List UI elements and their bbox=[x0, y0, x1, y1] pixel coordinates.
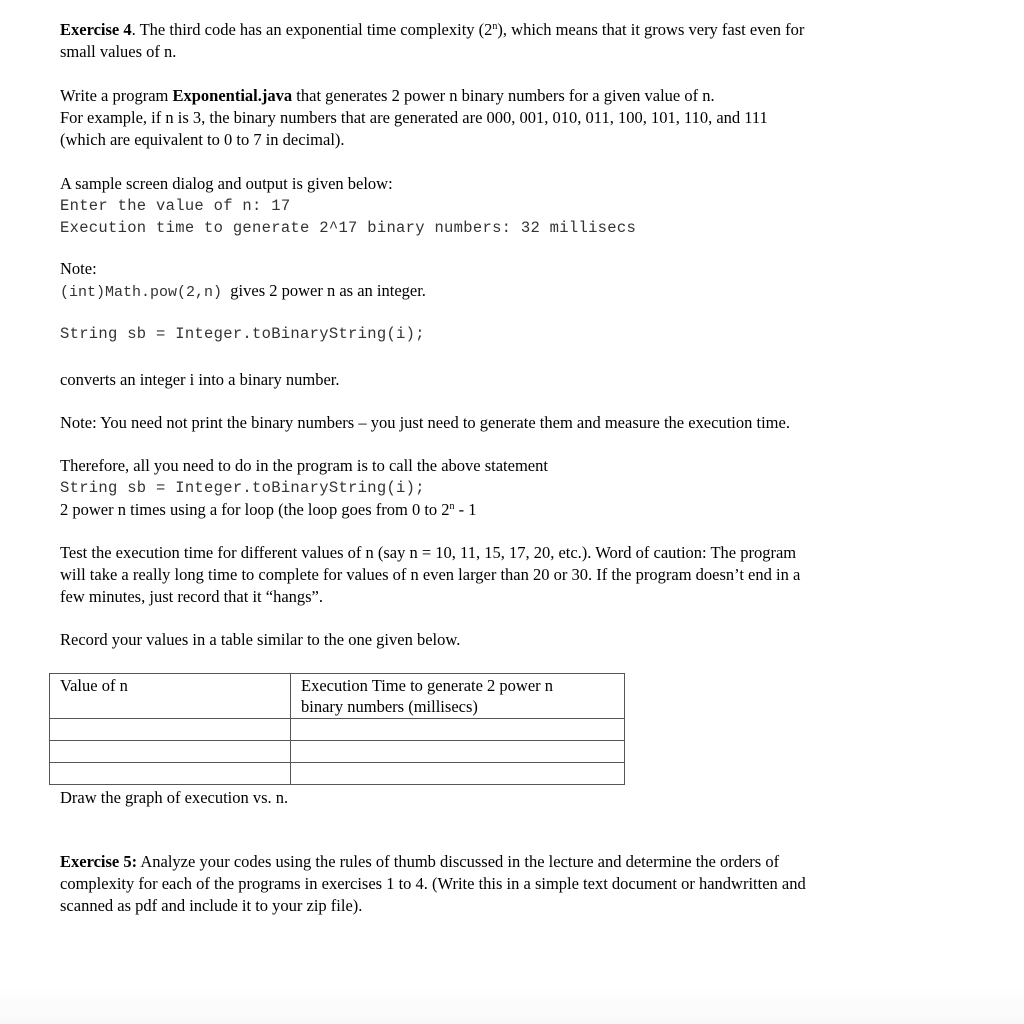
table-header-row bbox=[50, 674, 625, 719]
note-pow bbox=[60, 258, 940, 304]
table-cell-time bbox=[291, 763, 625, 785]
task-description bbox=[60, 85, 940, 151]
note-no-print: Note: You need not print the binary numbers – you just need to generate them and measure the execution time. bbox=[60, 413, 790, 432]
note-pow-line: (int)Math.pow(2,n) gives 2 power n as an integer. bbox=[60, 281, 426, 301]
task-line-3: (which are equivalent to 0 to 7 in decimal). bbox=[60, 130, 345, 149]
exercise-5-line-3: scanned as pdf and include it to your zip file). bbox=[60, 896, 363, 915]
table-cell-time bbox=[291, 741, 625, 763]
therefore-line-3: 2 power n times using a for loop (the loop goes from 0 to 2$^n$ - 1 bbox=[60, 500, 477, 519]
note-label: Note: bbox=[60, 259, 97, 278]
table-cell-n bbox=[50, 741, 291, 763]
table-row bbox=[50, 719, 625, 741]
record-instructions: Record your values in a table similar to the one given below. bbox=[60, 630, 461, 649]
exercise-5-line-2: complexity for each of the programs in exercises 1 to 4. (Write this in a simple text document or handwritten and bbox=[60, 874, 806, 893]
test-line-2: will take a really long time to complete for values of n even larger than 20 or 30. If the program doesn’t end in a bbox=[60, 565, 801, 584]
table-cell-time bbox=[291, 719, 625, 741]
exercise-5-heading: Exercise 5: bbox=[60, 852, 138, 871]
test-instructions bbox=[60, 542, 940, 608]
header-execution-time: Execution Time to generate 2 power n binary numbers (millisecs) bbox=[291, 674, 625, 719]
sample-intro: A sample screen dialog and output is given below: bbox=[60, 174, 393, 193]
test-line-3: few minutes, just record that it “hangs”. bbox=[60, 587, 324, 606]
page-bottom-shade bbox=[0, 988, 1024, 1024]
exercise-4-intro bbox=[60, 19, 940, 63]
exercise-5-line-1: Exercise 5: Analyze your codes using the rules of thumb discussed in the lecture and determine the orders of bbox=[60, 852, 780, 871]
pow-code: (int)Math.pow(2,n) bbox=[60, 284, 223, 301]
exercise-4-line-1: Exercise 4. The third code has an exponential time complexity (2$^n$), which means that it grows very fast even for bbox=[60, 20, 805, 39]
exercise-4-heading: Exercise 4 bbox=[60, 20, 132, 39]
sample-output-line: Execution time to generate 2^17 binary numbers: 32 millisecs bbox=[60, 219, 637, 237]
exercise-4-line-2: small values of n. bbox=[60, 42, 177, 61]
program-name: Exponential.java bbox=[172, 86, 293, 105]
table-row bbox=[50, 741, 625, 763]
sample-dialog bbox=[60, 173, 940, 239]
therefore-block bbox=[60, 455, 940, 521]
converts-text: converts an integer i into a binary number. bbox=[60, 370, 340, 389]
table-row bbox=[50, 763, 625, 785]
draw-graph-instruction: Draw the graph of execution vs. n. bbox=[60, 788, 289, 807]
header-value-of-n: Value of n bbox=[50, 674, 291, 719]
exercise-5 bbox=[60, 851, 940, 917]
results-table bbox=[49, 673, 625, 785]
therefore-code: String sb = Integer.toBinaryString(i); bbox=[60, 479, 425, 497]
test-line-1: Test the execution time for different values of n (say n = 10, 11, 15, 17, 20, etc.). Word of caution: The program bbox=[60, 543, 797, 562]
task-line-2: For example, if n is 3, the binary numbers that are generated are 000, 001, 010, 011, 100, 101, 110, and 111 bbox=[60, 108, 768, 127]
table-cell-n bbox=[50, 763, 291, 785]
sample-prompt-line: Enter the value of n: 17 bbox=[60, 197, 291, 215]
therefore-line-1: Therefore, all you need to do in the program is to call the above statement bbox=[60, 456, 548, 475]
binary-string-code: String sb = Integer.toBinaryString(i); bbox=[60, 325, 425, 343]
table-cell-n bbox=[50, 719, 291, 741]
task-line-1: Write a program Exponential.java that generates 2 power n binary numbers for a given value of n. bbox=[60, 86, 715, 105]
